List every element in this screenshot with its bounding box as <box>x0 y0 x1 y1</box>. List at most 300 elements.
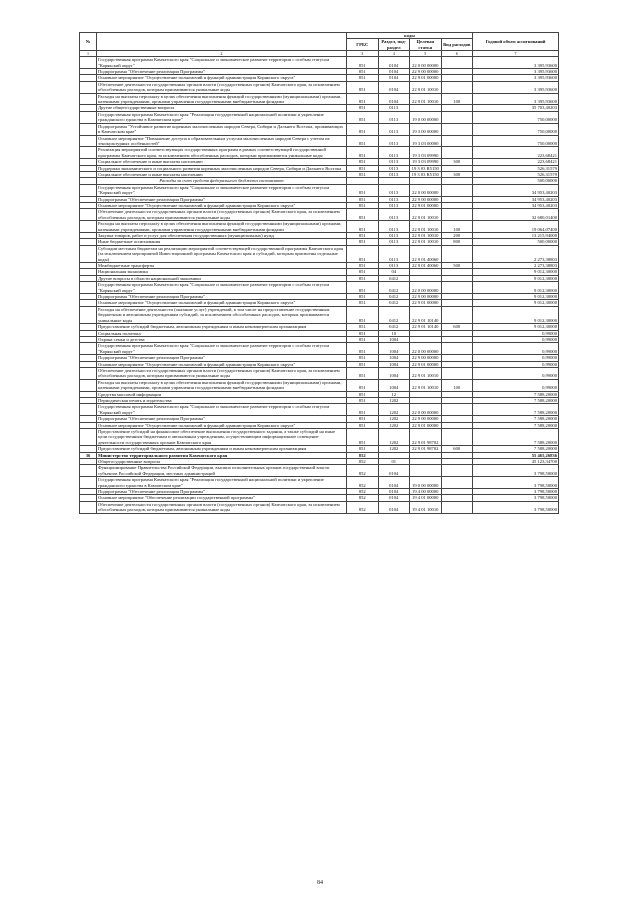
cell-g: 851 <box>347 416 379 422</box>
cell-vr <box>441 477 473 489</box>
cell-r: 0113 <box>378 209 410 221</box>
cell-name: Иные бюджетные ассигнования <box>97 239 347 245</box>
page-number: 84 <box>317 880 323 886</box>
cell-name: Подпрограмма "Обеспечение реализации Программы" <box>97 489 347 495</box>
cell-vr: 300 <box>441 171 473 177</box>
table-row <box>80 209 559 221</box>
cell-vr: 300 <box>441 159 473 165</box>
cell-vr: 500 <box>441 263 473 269</box>
cell-g: 851 <box>347 336 379 342</box>
cell-g: 851 <box>347 330 379 336</box>
cell-s: 2 273,38803 <box>473 263 559 269</box>
cell-r: 0104 <box>378 69 410 75</box>
cell-vr <box>441 81 473 93</box>
cell-n <box>80 477 97 489</box>
cell-cs: 22 0 00 00000 <box>410 404 442 416</box>
cell-r: 0412 <box>378 275 410 281</box>
cell-g: 851 <box>347 263 379 269</box>
cell-name: Основное мероприятие "Осуществление полномочий и функций администрации Корякского округа" <box>97 75 347 81</box>
cell-r: 0113 <box>378 245 410 262</box>
cell-s: 223,68421 <box>473 147 559 159</box>
cell-n <box>80 111 97 123</box>
table-row <box>80 306 559 323</box>
cell-r: 0412 <box>378 294 410 300</box>
header-razdel: Раздел, под-раздел <box>378 39 410 51</box>
cell-name: Расходы за счет средств федерального бюджета составляют <box>97 178 347 184</box>
cell-name: Функционирование Правительства Российской Федерации, высших исполнительных органов государственной власти субъектов Российской Федерации, местных администраций <box>97 465 347 477</box>
cell-n <box>80 81 97 93</box>
cell-r: 0104 <box>378 75 410 81</box>
cell-r: 0113 <box>378 165 410 171</box>
cell-cs: 22 9 01 10140 <box>410 324 442 330</box>
table-row <box>80 221 559 233</box>
cell-s: 9 012,30000 <box>473 294 559 300</box>
cell-r: 0113 <box>378 159 410 165</box>
cell-name: Предоставление субсидий бюджетным, автономным учреждениям и иным некоммерческим организациям <box>97 324 347 330</box>
cell-cs: 22 9 01 00000 <box>410 361 442 367</box>
header-row-top <box>80 33 559 39</box>
cell-g: 852 <box>347 489 379 495</box>
cell-cs: 22 9 01 10140 <box>410 306 442 323</box>
cell-r: 0113 <box>378 105 410 111</box>
cell-r: 0412 <box>378 300 410 306</box>
cell-cs: 19 3 03 00000 <box>410 135 442 147</box>
cell-s: 3 798,50000 <box>473 489 559 495</box>
cell-s: 750,00000 <box>473 135 559 147</box>
cell-cs: 22 9 01 10010 <box>410 239 442 245</box>
cell-r: 0113 <box>378 171 410 177</box>
cell-name: Реализация мероприятий соответствующих государственных программ в рамках соответствующей государственной программы Камчатского края, за исключением обособленных расходов, которым присваиваются уникальные коды <box>97 147 347 159</box>
cell-vr: 200 <box>441 233 473 239</box>
cell-vr: 600 <box>441 446 473 452</box>
cell-g: 852 <box>347 495 379 501</box>
cell-g: 851 <box>347 105 379 111</box>
cell-cs: 22 0 00 00000 <box>410 184 442 196</box>
cell-name: Подпрограмма "Обеспечение реализации Программы" <box>97 69 347 75</box>
cell-vr <box>441 501 473 513</box>
cell-r: 04 <box>378 269 410 275</box>
cell-s: 9 012,30000 <box>473 282 559 294</box>
cell-vr <box>441 147 473 159</box>
cell-cs: 19 0 00 00000 <box>410 111 442 123</box>
cell-r: 10 <box>378 330 410 336</box>
cell-g: 851 <box>347 69 379 75</box>
column-index: 7 <box>473 51 559 57</box>
cell-g: 851 <box>347 306 379 323</box>
cell-g: 851 <box>347 275 379 281</box>
cell-n <box>80 147 97 159</box>
cell-s: 3 395,93600 <box>473 69 559 75</box>
column-index: 5 <box>410 51 442 57</box>
cell-g: 851 <box>347 379 379 391</box>
cell-cs: 22 9 01 00000 <box>410 202 442 208</box>
cell-s: 34 953,40203 <box>473 196 559 202</box>
cell-g: 851 <box>347 324 379 330</box>
cell-name: Национальная экономика <box>97 269 347 275</box>
cell-s: 7 588,20000 <box>473 446 559 452</box>
cell-g: 851 <box>347 75 379 81</box>
cell-r: 0104 <box>378 93 410 105</box>
cell-name: Основное мероприятие "Повышение доступа к образовательным услугам малочисленных народов Севера с учетом их этнокультурных особенностей" <box>97 135 347 147</box>
cell-g: 851 <box>347 404 379 416</box>
cell-s: 500,00000 <box>473 178 559 184</box>
cell-s: 9 012,30000 <box>473 306 559 323</box>
cell-s: 19 064,07400 <box>473 221 559 233</box>
cell-vr <box>441 111 473 123</box>
cell-vr <box>441 184 473 196</box>
cell-g: 851 <box>347 245 379 262</box>
cell-r: 0113 <box>378 111 410 123</box>
cell-r: 0113 <box>378 233 410 239</box>
cell-vr <box>441 57 473 69</box>
cell-vr <box>441 465 473 477</box>
cell-cs: 19 3 03 09990 <box>410 147 442 159</box>
cell-name: Охрана семьи и детства <box>97 336 347 342</box>
header-cs: Целевая статья <box>410 39 442 51</box>
cell-cs: 22 9 00 00000 <box>410 69 442 75</box>
cell-vr <box>441 209 473 221</box>
cell-r: 0113 <box>378 221 410 233</box>
cell-cs: 22 9 01 10010 <box>410 209 442 221</box>
cell-name: Межбюджетные трансферты <box>97 263 347 269</box>
cell-vr <box>441 404 473 416</box>
cell-g: 852 <box>347 452 379 458</box>
budget-table-page <box>79 32 559 514</box>
cell-cs: 22 9 01 10010 <box>410 221 442 233</box>
cell-s: 35 703,40203 <box>473 105 559 111</box>
cell-s: 0,99000 <box>473 343 559 355</box>
cell-r: 1004 <box>378 367 410 379</box>
cell-cs: 22 9 01 98702 <box>410 429 442 446</box>
cell-name: Министерство территориального развития Камчатского края <box>97 452 347 458</box>
cell-n <box>80 123 97 135</box>
cell-vr <box>441 282 473 294</box>
header-num: № <box>80 33 97 51</box>
cell-vr <box>441 343 473 355</box>
cell-g: 852 <box>347 459 379 465</box>
cell-vr <box>441 306 473 323</box>
cell-cs: 22 9 01 98702 <box>410 446 442 452</box>
cell-cs: 19 4 00 00000 <box>410 489 442 495</box>
cell-s: 34 953,40203 <box>473 202 559 208</box>
cell-g: 851 <box>347 355 379 361</box>
cell-r: 0113 <box>378 135 410 147</box>
cell-vr: 100 <box>441 379 473 391</box>
column-index: 1 <box>80 51 97 57</box>
cell-cs: 19 3 03 R5150 <box>410 165 442 171</box>
cell-cs: 22 9 01 10010 <box>410 81 442 93</box>
cell-vr <box>441 123 473 135</box>
cell-g: 851 <box>347 81 379 93</box>
cell-name: Подпрограмма "Обеспечение реализации Программы" <box>97 416 347 422</box>
table-row <box>80 501 559 513</box>
cell-name: Основное мероприятие "Осуществление полномочий и функций администрации Корякского округа" <box>97 300 347 306</box>
cell-name: Другие общегосударственные вопросы <box>97 105 347 111</box>
cell-s: 7 588,20000 <box>473 404 559 416</box>
cell-n <box>80 93 97 105</box>
cell-name: Государственная программа Камчатского края "Социальное и экономическое развитие территории с особым статусом "Корякский округ" <box>97 404 347 416</box>
cell-r: 1202 <box>378 397 410 403</box>
cell-s: 34 953,40203 <box>473 184 559 196</box>
cell-name: Социальная политика <box>97 330 347 336</box>
cell-n <box>80 184 97 196</box>
cell-s: 750,00000 <box>473 111 559 123</box>
column-index: 6 <box>441 51 473 57</box>
cell-g: 851 <box>347 343 379 355</box>
cell-s: 3 798,50000 <box>473 477 559 489</box>
budget-table <box>79 32 559 514</box>
cell-s: 3 798,50000 <box>473 501 559 513</box>
cell-n <box>80 367 97 379</box>
cell-r: 1004 <box>378 336 410 342</box>
cell-cs: 19 3 00 00000 <box>410 123 442 135</box>
cell-name: Основное мероприятие "Осуществление полномочий и функций администрации Корякского округа" <box>97 202 347 208</box>
cell-vr: 600 <box>441 324 473 330</box>
cell-name: Расходы на выплаты персоналу в целях обеспечения выполнения функций государственными (муниципальными) органами, казенными учреждениями, органами управления государственными внебюджетными фондами <box>97 379 347 391</box>
cell-r: 0412 <box>378 306 410 323</box>
cell-s: 500,00000 <box>473 239 559 245</box>
table-row <box>80 111 559 123</box>
cell-vr: 100 <box>441 93 473 105</box>
cell-cs: 19 3 03 09990 <box>410 159 442 165</box>
cell-s: 3 395,93600 <box>473 93 559 105</box>
cell-g: 851 <box>347 239 379 245</box>
cell-r: 0113 <box>378 263 410 269</box>
table-row <box>80 147 559 159</box>
cell-vr <box>441 367 473 379</box>
cell-s: 7 588,20000 <box>473 429 559 446</box>
cell-cs: 22 9 01 00000 <box>410 75 442 81</box>
header-sum: Годовой объем ассигнований <box>473 33 559 51</box>
cell-g: 851 <box>347 391 379 397</box>
cell-name: Подпрограмма "Устойчивое развитие коренных малочисленных народов Севера, Сибири и Дальнего Востока, проживающих в Камчатском крае" <box>97 123 347 135</box>
cell-name: Субсидии местным бюджетам на реализацию мероприятий соответствующей государственной программы Камчатского края (за исключением мероприятий Инвестиционной программы Камчатского края и субсидий, которым присвоены отдельные коды) <box>97 245 347 262</box>
cell-s: 3 798,50000 <box>473 465 559 477</box>
cell-cs: 22 9 01 40060 <box>410 245 442 262</box>
cell-name: Государственная программа Камчатского края "Социальное и экономическое развитие территории с особым статусом "Корякский округ" <box>97 282 347 294</box>
cell-s: 9 012,30000 <box>473 269 559 275</box>
cell-g: 851 <box>347 209 379 221</box>
cell-name: Расходы на выплаты персоналу в целях обеспечения выполнения функций государственными (муниципальными) органами, казенными учреждениями, органами управления государственными внебюджетными фондами <box>97 221 347 233</box>
cell-g: 851 <box>347 159 379 165</box>
cell-r: 1202 <box>378 429 410 446</box>
cell-cs: 22 9 01 10010 <box>410 379 442 391</box>
cell-r: 1004 <box>378 355 410 361</box>
column-index: 2 <box>97 51 347 57</box>
cell-s: 750,00000 <box>473 123 559 135</box>
cell-name: Расходы на обеспечение деятельности (оказание услуг) учреждений, в том числе на предоставление государственным бюджетным и автономным учреждениям субсидий, за исключением обособленных расходов, которым присваиваются уникальные коды <box>97 306 347 323</box>
cell-name: Государственная программа Камчатского края "Реализация государственной национальной политики и укрепление гражданского единства в Камчатском крае" <box>97 111 347 123</box>
cell-vr: 800 <box>441 239 473 245</box>
cell-g: 851 <box>347 171 379 177</box>
cell-vr <box>441 135 473 147</box>
cell-cs: 19 4 01 00000 <box>410 495 442 501</box>
cell-s: 9 012,30000 <box>473 324 559 330</box>
cell-n: 36 <box>80 452 97 458</box>
cell-cs: 22 0 00 00000 <box>410 282 442 294</box>
cell-n <box>80 306 97 323</box>
table-row <box>80 245 559 262</box>
cell-n <box>80 282 97 294</box>
cell-cs: 22 0 00 00000 <box>410 343 442 355</box>
cell-r: 0113 <box>378 202 410 208</box>
cell-name: Обеспечение деятельности государственных органов власти (государственных органов) Камчатского края, за исключением обособленных расходов, которым присваиваются уникальные коды <box>97 81 347 93</box>
table-row <box>80 465 559 477</box>
cell-g: 851 <box>347 147 379 159</box>
cell-g: 852 <box>347 465 379 477</box>
cell-r: 0113 <box>378 123 410 135</box>
cell-name: Социальное обеспечение и иные выплаты населению <box>97 159 347 165</box>
cell-s: 3 798,50000 <box>473 495 559 501</box>
cell-n <box>80 379 97 391</box>
cell-g: 851 <box>347 397 379 403</box>
cell-cs: 19 4 01 10010 <box>410 501 442 513</box>
cell-r: 0113 <box>378 196 410 202</box>
table-body <box>80 57 559 513</box>
cell-g: 852 <box>347 501 379 513</box>
cell-s: 3 395,93600 <box>473 57 559 69</box>
cell-g: 851 <box>347 111 379 123</box>
cell-cs: 22 9 00 00000 <box>410 196 442 202</box>
cell-g: 851 <box>347 300 379 306</box>
cell-r: 0113 <box>378 239 410 245</box>
cell-name: Предоставление субсидий бюджетным, автономным учреждениям и иным некоммерческим организациям <box>97 446 347 452</box>
cell-s: 7 588,20000 <box>473 416 559 422</box>
table-row <box>80 123 559 135</box>
cell-name: Предоставление субсидий на финансовое обеспечение выполнения государственного задания, а также субсидий на иные цели государственным бюджетным и автономным учреждениям, осуществляющим информационное освещение деятельности государственных органов Камчатского края <box>97 429 347 446</box>
cell-g: 851 <box>347 93 379 105</box>
table-row <box>80 184 559 196</box>
cell-r: 0113 <box>378 184 410 196</box>
cell-r: 1004 <box>378 361 410 367</box>
cell-cs <box>410 465 442 477</box>
cell-g: 851 <box>347 123 379 135</box>
cell-name: Закупка товаров, работ и услуг для обеспечения государственных (муниципальных) нужд <box>97 233 347 239</box>
cell-name: Основное мероприятие "Осуществление полномочий и функций администрации Корякского округа" <box>97 361 347 367</box>
table-row <box>80 93 559 105</box>
cell-vr <box>441 429 473 446</box>
cell-n <box>80 245 97 262</box>
cell-s: 526,31579 <box>473 165 559 171</box>
table-row <box>80 477 559 489</box>
cell-r: 12 <box>378 391 410 397</box>
cell-g: 851 <box>347 361 379 367</box>
cell-g: 851 <box>347 135 379 147</box>
cell-r: 1202 <box>378 416 410 422</box>
cell-cs: 22 9 01 40060 <box>410 263 442 269</box>
cell-name: Поддержка экономического и социального развития коренных малочисленных народов Севера, Сибири и Дальнего Востока <box>97 165 347 171</box>
cell-r: 0113 <box>378 147 410 159</box>
cell-cs: 22 9 01 00000 <box>410 422 442 428</box>
table-row <box>80 343 559 355</box>
cell-vr: 100 <box>441 221 473 233</box>
cell-name: Подпрограмма "Обеспечение реализации Программы" <box>97 355 347 361</box>
cell-s: 223,68421 <box>473 159 559 165</box>
cell-n <box>80 221 97 233</box>
cell-r: 0104 <box>378 489 410 495</box>
cell-name: Обеспечение деятельности государственных органов власти (государственных органов) Камчатского края, за исключением обособленных расходов, которым присваиваются уникальные коды <box>97 367 347 379</box>
cell-r: 1004 <box>378 379 410 391</box>
cell-r: 0104 <box>378 495 410 501</box>
cell-s: 0,99000 <box>473 367 559 379</box>
cell-r: 01 <box>378 459 410 465</box>
cell-r: 0104 <box>378 477 410 489</box>
cell-r: 1202 <box>378 404 410 416</box>
cell-name: Государственная программа Камчатского края "Социальное и экономическое развитие территории с особым статусом "Корякский округ" <box>97 184 347 196</box>
header-codes: коды <box>347 33 473 39</box>
cell-s: 0,99000 <box>473 361 559 367</box>
cell-s: 7 588,20000 <box>473 397 559 403</box>
cell-cs: 22 9 01 10010 <box>410 93 442 105</box>
cell-n <box>80 343 97 355</box>
cell-name: Государственная программа Камчатского края "Социальное и экономическое развитие территории с особым статусом "Корякский округ" <box>97 343 347 355</box>
cell-r: 0104 <box>378 81 410 93</box>
cell-name: Социальное обеспечение и иные выплаты населению <box>97 171 347 177</box>
table-row <box>80 81 559 93</box>
cell-s: 13 215,94000 <box>473 233 559 239</box>
cell-name: Основное мероприятие "Осуществление полномочий и функций администрации Корякского округа" <box>97 422 347 428</box>
cell-cs: 22 9 00 00000 <box>410 294 442 300</box>
cell-name: Расходы на выплаты персоналу в целях обеспечения выполнения функций государственными (муниципальными) органами, казенными учреждениями, органами управления государственными внебюджетными фондами <box>97 93 347 105</box>
cell-n <box>80 57 97 69</box>
cell-g: 851 <box>347 422 379 428</box>
table-row <box>80 57 559 69</box>
cell-s: 0,99000 <box>473 355 559 361</box>
table-row <box>80 429 559 446</box>
cell-g: 851 <box>347 282 379 294</box>
cell-name: Обеспечение деятельности государственных органов власти (государственных органов) Камчатского края, за исключением обособленных расходов, которым присваиваются уникальные коды <box>97 501 347 513</box>
cell-cs: 22 9 00 00000 <box>410 416 442 422</box>
cell-s: 9 012,30000 <box>473 275 559 281</box>
cell-g: 851 <box>347 429 379 446</box>
cell-cs: 22 0 00 00000 <box>410 57 442 69</box>
cell-g: 851 <box>347 202 379 208</box>
cell-g: 851 <box>347 294 379 300</box>
cell-r: 1202 <box>378 446 410 452</box>
cell-s: 3 395,93600 <box>473 75 559 81</box>
cell-n <box>80 501 97 513</box>
cell-r: 0104 <box>378 57 410 69</box>
cell-n <box>80 404 97 416</box>
cell-name: Средства массовой информации <box>97 391 347 397</box>
table-row <box>80 367 559 379</box>
cell-n <box>80 135 97 147</box>
cell-cs: 19 3 03 R5150 <box>410 171 442 177</box>
cell-cs: 22 9 01 10010 <box>410 233 442 239</box>
cell-name: Государственная программа Камчатского края "Реализация государственной национальной политики и укрепление гражданского единства в Камчатском крае" <box>97 477 347 489</box>
cell-g: 851 <box>347 184 379 196</box>
table-row <box>80 282 559 294</box>
cell-s: 0,99000 <box>473 379 559 391</box>
column-index: 3 <box>347 51 379 57</box>
cell-name: Подпрограмма "Обеспечение реализации Программы" <box>97 294 347 300</box>
cell-name: Основное мероприятие "Обеспечение реализации государственной программы" <box>97 495 347 501</box>
header-vr: Вид расходов <box>441 39 473 51</box>
cell-r: 0412 <box>378 324 410 330</box>
cell-name: Периодическая печать и издательства <box>97 397 347 403</box>
cell-cs: 22 9 00 00000 <box>410 355 442 361</box>
cell-name: Подпрограмма "Обеспечение реализации Программы" <box>97 196 347 202</box>
cell-vr <box>441 245 473 262</box>
cell-name: Другие вопросы в области национальной экономики <box>97 275 347 281</box>
cell-s: 526,31579 <box>473 171 559 177</box>
cell-g: 851 <box>347 367 379 379</box>
cell-r: 1202 <box>378 422 410 428</box>
table-row <box>80 135 559 147</box>
cell-r: 0104 <box>378 465 410 477</box>
cell-name: Общегосударственные вопросы <box>97 459 347 465</box>
cell-s: 32 680,01400 <box>473 209 559 221</box>
